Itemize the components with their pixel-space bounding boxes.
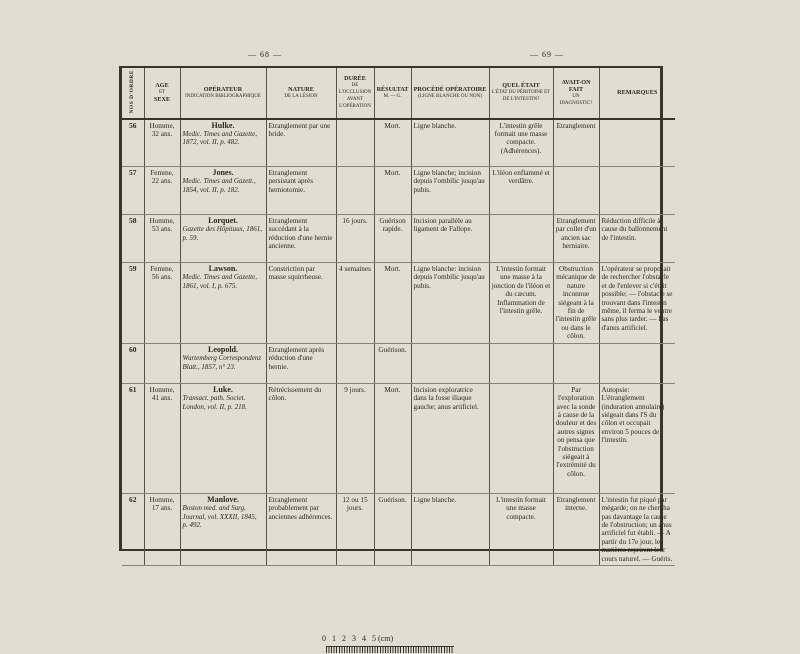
bibliographic-reference: Gazette des Hôpitaux, 1861, p. 59. [182,225,263,242]
table-frame [119,66,673,563]
table-row [122,215,675,263]
occlusion-duration-cell: 16 jours. [336,215,374,263]
result-cell: Mort. [374,263,411,344]
diagnosis-cell: Etranglement [553,119,599,167]
lesion-nature-cell: Etranglement persistant après herniotomie. [266,167,336,215]
col-procede: PROCÉDÉ OPÉRATOIRE (LIGNE BLANCHE OU NON) [411,68,489,119]
bibliographic-reference: Wurtemberg Correspondenz Blatt., 1857, n° 23. [182,354,262,371]
page-number-left: — 68 — [248,50,282,59]
result-cell: Mort. [374,383,411,493]
procedure-cell: Ligne blanche. [411,119,489,167]
age-sex-cell: Homme, 17 ans. [144,493,180,565]
result-cell: Mort. [374,167,411,215]
diagnosis-cell [553,343,599,383]
row-number-cell: 58 [122,215,144,263]
scale-ruler [326,646,454,653]
table-row [122,167,675,215]
remarks-cell [599,119,675,167]
diagnosis-cell: Etranglement par collet d'un ancien sac herniaire. [553,215,599,263]
operator-name: Luke. [213,384,233,394]
row-number-cell: 56 [122,119,144,167]
age-sex-cell: Homme, 41 ans. [144,383,180,493]
table-header-row [122,68,675,119]
operator-cell [180,383,266,493]
bibliographic-reference: Transact. path. Societ. London, vol. II, p. 218. [182,394,247,411]
operator-name: Jones. [212,168,234,178]
bibliographic-reference: Medic. Times and Gazette, 1861, vol. I, p. 675. [182,273,257,290]
table-row [122,343,675,383]
table-row [122,263,675,344]
col-resultat: RÉSULTAT M. — G. [374,68,411,119]
col-duree: DURÉE DE L'OCCLUSION AVANT L'OPÉRATION [336,68,374,119]
result-cell: Guérison. [374,343,411,383]
operator-cell [180,343,266,383]
lesion-nature-cell: Etranglement par une bride. [266,119,336,167]
remarks-cell: Réduction difficile à cause du ballonnement de l'intestin. [599,215,675,263]
remarks-cell [599,343,675,383]
peritoneum-state-cell [489,343,553,383]
result-cell: Guérison. [374,493,411,565]
occlusion-duration-cell [336,343,374,383]
bibliographic-reference: Medic. Times and Gazette, 1872, vol. II, p. 482. [182,129,257,147]
result-cell: Guérison rapide. [374,215,411,263]
operator-name: Lawson. [208,264,238,274]
occlusion-duration-cell: 4 semaines [336,263,374,344]
occlusion-duration-cell [336,119,374,167]
age-sex-cell: Homme, 32 ans. [144,119,180,167]
occlusion-duration-cell: 9 jours. [336,383,374,493]
age-sex-cell: Femme, 56 ans. [144,263,180,344]
procedure-cell: Ligne blanche. [411,493,489,565]
table-row [122,383,675,493]
page-number-right: — 69 — [530,50,564,59]
operator-name: Hulke. [211,120,235,130]
col-nature: NATURE DE LA LÉSION [266,68,336,119]
age-sex-cell: Homme, 53 ans. [144,215,180,263]
lesion-nature-cell: Constriction par masse squirrheuse. [266,263,336,344]
occlusion-duration-cell: 12 ou 15 jours. [336,493,374,565]
col-operateur: OPÉRATEUR INDICATION BIBLIOGRAPHIQUE [180,68,266,119]
remarks-cell [599,167,675,215]
bibliographic-reference: Medic. Times and Gazett., 1854, vol. II, p. 182. [182,177,256,194]
col-etat: QUEL ÉTAIT L'ÉTAT DU PÉRITOINE ET DE L'INTESTIN? [489,68,553,119]
peritoneum-state-cell [489,383,553,493]
peritoneum-state-cell: L'iléon enflammé et verdâtre. [489,167,553,215]
lesion-nature-cell: Etranglement succédant à la réduction d'une hernie ancienne. [266,215,336,263]
procedure-cell: Incision parallèle au ligament de Fallope. [411,215,489,263]
col-remarques: REMARQUES [599,68,675,119]
peritoneum-state-cell [489,215,553,263]
table-row [122,493,675,565]
lesion-nature-cell: Etranglement après réduction d'une hernie. [266,343,336,383]
row-number-cell: 62 [122,493,144,565]
operator-name: Lorquet. [208,216,238,226]
col-diagnostic: AVAIT-ON FAIT UN DIAGNOSTIC? [553,68,599,119]
cases-table [122,68,675,566]
operator-cell [180,119,266,167]
diagnosis-cell: Etranglement interne. [553,493,599,565]
remarks-cell: L'intestin fut piqué par mégarde; on ne chercha pas davantage la cause de l'obstruction; un anus artificiel fut établi. — A partir du 17e jour, les matières reprirent leur cours naturel. — Guéris. [599,493,675,565]
operator-cell [180,493,266,565]
row-number-cell: 60 [122,343,144,383]
occlusion-duration-cell [336,167,374,215]
result-cell: Mort. [374,119,411,167]
peritoneum-state-cell: L'intestin formait une masse à la jonction de l'iléon et du cæcum. Inflammation de l'intestin grêle. [489,263,553,344]
diagnosis-cell: Par l'exploration avec la sonde à cause de la douleur et des autres signes on pensa que l'obstruction siégeait à l'extrémité du côlon. [553,383,599,493]
row-number-cell: 61 [122,383,144,493]
peritoneum-state-cell: L'intestin formait une masse compacte. [489,493,553,565]
scale-label: 0 1 2 3 4 5 (cm) [322,634,394,643]
lesion-nature-cell: Rétrécissement du côlon. [266,383,336,493]
procedure-cell: Incision exploratrice dans la fosse iliaque gauche; anus artificiel. [411,383,489,493]
diagnosis-cell [553,167,599,215]
diagnosis-cell: Obstruction mécanique de nature inconnue siégeant à la fin de l'intestin grêle ou dans le côlon. [553,263,599,344]
table-row [122,119,675,167]
peritoneum-state-cell: L'intestin grêle formait une masse compacte. (Adhérences). [489,119,553,167]
age-sex-cell [144,343,180,383]
operator-cell [180,263,266,344]
remarks-cell: L'opérateur se proposait de rechercher l'obstacle et de l'enlever si c'était possible; — l'obstacle se trouvant dans l'intestin même, il ferma le ventre sans plus tarder. — Pas d'anus artificiel. [599,263,675,344]
procedure-cell [411,343,489,383]
col-age: AGE ET SEXE [144,68,180,119]
operator-name: Leopold. [207,344,238,354]
bibliographic-reference: Boston med. and Surg. Journal, vol. XXXII, 1845, p. 492. [182,504,257,529]
operator-name: Manlove. [207,494,239,504]
procedure-cell: Ligne blanche; incision depuis l'ombilic jusqu'au pubis. [411,167,489,215]
procedure-cell: Ligne blanche: incision depuis l'ombilic jusqu'au pubis. [411,263,489,344]
remarks-cell: Autopsie: L'étranglement (induration annulaire) siégeait dans l'S du côlon et occupait environ 5 pouces de l'intestin. [599,383,675,493]
lesion-nature-cell: Etranglement probablement par anciennes adhérences. [266,493,336,565]
age-sex-cell: Femme, 22 ans. [144,167,180,215]
row-number-cell: 59 [122,263,144,344]
col-numero: NOS D'ORDRE [122,68,144,119]
row-number-cell: 57 [122,167,144,215]
operator-cell [180,167,266,215]
operator-cell [180,215,266,263]
